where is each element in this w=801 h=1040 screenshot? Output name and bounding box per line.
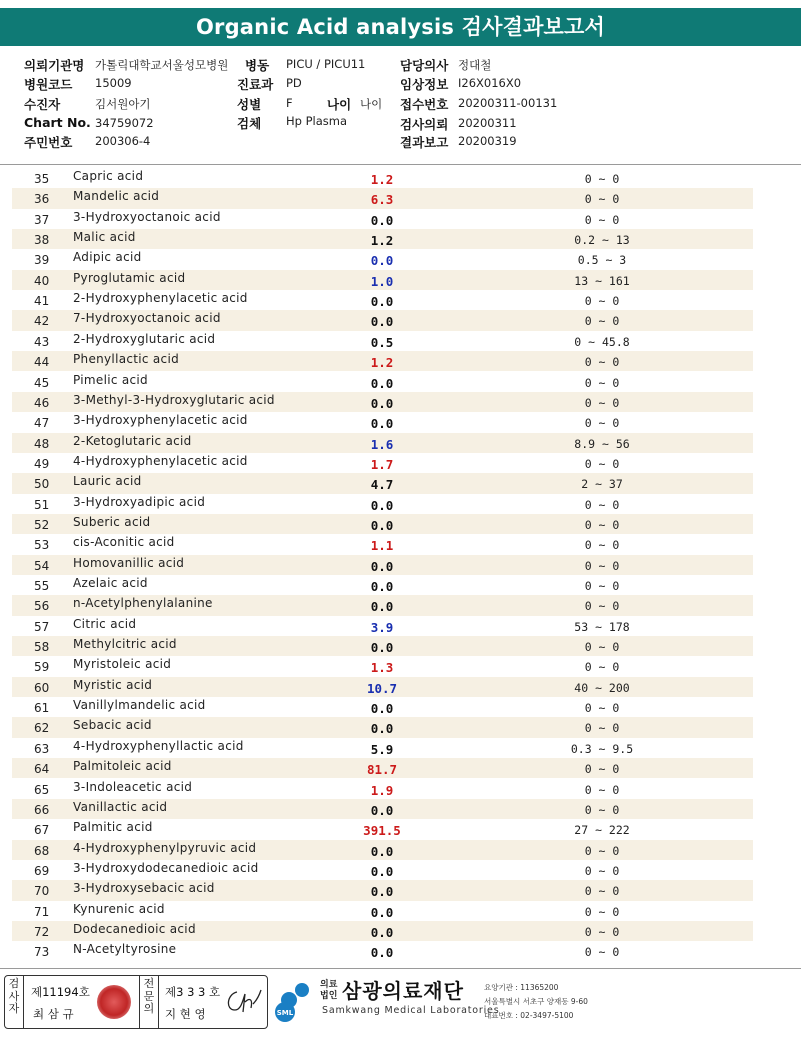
result-value: 1.6: [370, 436, 394, 452]
row-number: 70: [34, 884, 50, 899]
org-address: 서울특별시 서초구 양재동 9-60: [484, 997, 588, 1006]
table-row: [12, 310, 753, 330]
institution-label: 의뢰기관명: [24, 58, 85, 73]
result-value: 4.7: [370, 477, 394, 493]
analyte-name: 3-Indoleacetic acid: [73, 779, 193, 794]
patient-label: 수진자: [24, 97, 61, 112]
analyte-name: 4-Hydroxyphenylpyruvic acid: [73, 840, 257, 855]
table-row: [12, 840, 753, 860]
reference-range: 13 ~ 161: [574, 273, 630, 288]
analyte-name: Homovanillic acid: [73, 555, 185, 570]
request-value: 20200311: [458, 116, 517, 130]
reference-range: 0 ~ 0: [584, 640, 620, 655]
result-value: 0.0: [370, 945, 394, 961]
table-row: [12, 555, 753, 575]
row-number: 37: [34, 212, 50, 227]
table-row: [12, 717, 753, 737]
result-value: 1.2: [370, 172, 394, 187]
analyte-name: Pyroglutamic acid: [73, 270, 186, 285]
reference-range: 0 ~ 0: [584, 416, 620, 431]
row-number: 63: [34, 741, 50, 756]
table-row: [12, 677, 753, 697]
chart-value: 34759072: [95, 116, 154, 130]
analyte-name: 2-Hydroxyglutaric acid: [73, 331, 216, 346]
result-value: 0.0: [370, 802, 394, 818]
reference-range: 0 ~ 0: [584, 721, 620, 736]
table-row: [12, 738, 753, 758]
logo-text: SML: [276, 1009, 294, 1017]
reference-range: 0 ~ 0: [584, 558, 620, 573]
row-number: 60: [34, 680, 50, 695]
examiner-license: 제11194호: [31, 985, 90, 999]
patient-info-panel: [0, 46, 801, 165]
result-value: 5.9: [370, 741, 394, 757]
result-value: 0.0: [370, 904, 394, 920]
result-value: 0.0: [370, 863, 394, 879]
row-number: 41: [34, 294, 50, 309]
analyte-name: Mandelic acid: [73, 189, 160, 204]
analyte-name: Vanillylmandelic acid: [73, 698, 206, 713]
result-value: 0.0: [370, 701, 394, 717]
row-number: 66: [34, 802, 50, 817]
table-row: [12, 779, 753, 799]
table-row: [12, 168, 753, 188]
row-number: 47: [34, 416, 50, 431]
table-row: [12, 799, 753, 819]
analyte-name: Suberic acid: [73, 514, 151, 529]
reference-range: 0 ~ 0: [584, 314, 620, 329]
reference-range: 0 ~ 0: [584, 782, 620, 797]
table-row: [12, 433, 753, 453]
row-number: 35: [34, 172, 50, 186]
table-row: [12, 473, 753, 493]
row-number: 50: [34, 477, 50, 492]
analyte-name: 3-Hydroxydodecanedioic acid: [73, 860, 259, 875]
examiner-title: 검 사 자: [8, 977, 20, 1015]
row-number: 43: [34, 334, 50, 349]
result-value: 0.0: [370, 314, 394, 330]
table-row: [12, 453, 753, 473]
table-row: [12, 595, 753, 615]
analyte-name: 3-Hydroxyoctanoic acid: [73, 209, 221, 224]
analyte-name: Azelaic acid: [73, 576, 148, 590]
result-value: 0.0: [370, 253, 394, 269]
footer-divider: [0, 968, 801, 969]
row-number: 67: [34, 823, 50, 838]
result-value: 6.3: [370, 192, 394, 208]
age-label: 나이: [327, 97, 352, 112]
sml-logo-icon: [272, 978, 318, 1024]
id-value: 200306-4: [95, 134, 151, 148]
row-number: 40: [34, 273, 50, 288]
table-row: [12, 209, 753, 229]
table-row: [12, 229, 753, 249]
row-number: 53: [34, 538, 50, 553]
row-number: 46: [34, 395, 50, 410]
org-type-line-2: 법인: [320, 991, 338, 1001]
result-value: 0.0: [370, 884, 394, 900]
row-number: 56: [34, 599, 50, 614]
report-title: Organic Acid analysis 검사결과보고서: [0, 8, 801, 46]
result-value: 0.0: [370, 416, 394, 432]
analyte-name: n-Acetylphenylalanine: [73, 596, 213, 611]
reference-range: 0 ~ 0: [584, 945, 620, 960]
result-value: 1.3: [370, 660, 394, 676]
reference-range: 0 ~ 0: [584, 802, 620, 817]
table-row: [12, 494, 753, 514]
result-value: 3.9: [370, 619, 394, 635]
result-value: 0.0: [370, 640, 394, 656]
result-value: 0.0: [370, 558, 394, 574]
hospital-code-value: 15009: [95, 76, 132, 90]
analyte-name: Palmitic acid: [73, 820, 153, 835]
analyte-name: Malic acid: [73, 230, 136, 245]
analyte-name: 3-Hydroxysebacic acid: [73, 881, 215, 896]
row-number: 36: [34, 192, 50, 207]
divider: [23, 976, 24, 1028]
reference-range: 0 ~ 0: [584, 660, 620, 675]
analyte-name: 4-Hydroxyphenylacetic acid: [73, 453, 248, 468]
table-row: [12, 616, 753, 636]
result-value: 0.0: [370, 579, 394, 594]
analyte-name: cis-Aconitic acid: [73, 535, 175, 550]
doctor-value: 정대철: [458, 58, 492, 72]
row-number: 59: [34, 660, 50, 675]
reference-range: 53 ~ 178: [574, 619, 630, 634]
result-value: 0.0: [370, 395, 394, 411]
row-number: 48: [34, 436, 50, 451]
analyte-name: 3-Methyl-3-Hydroxyglutaric acid: [73, 392, 275, 407]
analyte-name: Capric acid: [73, 169, 144, 183]
dept-label: 진료과: [237, 77, 274, 92]
reference-range: 0 ~ 0: [584, 599, 620, 614]
table-row: [12, 372, 753, 392]
row-number: 54: [34, 558, 50, 573]
id-label: 주민번호: [24, 135, 73, 150]
row-number: 45: [34, 375, 50, 390]
row-number: 64: [34, 762, 50, 777]
analyte-name: Kynurenic acid: [73, 901, 165, 916]
org-english-name: Samkwang Medical Laboratories: [322, 1005, 500, 1016]
examiner-name: 최 삼 규: [33, 1007, 74, 1021]
row-number: 73: [34, 945, 50, 960]
result-value: 1.2: [370, 355, 394, 371]
specialist-title: 전 문 의: [143, 977, 155, 1015]
table-row: [12, 880, 753, 900]
table-row: [12, 575, 753, 595]
table-row: [12, 290, 753, 310]
table-row: [12, 514, 753, 534]
analyte-name: Lauric acid: [73, 474, 142, 489]
result-value: 1.2: [370, 233, 394, 249]
reference-range: 0 ~ 0: [584, 863, 620, 878]
reference-range: 40 ~ 200: [574, 680, 630, 695]
reference-range: 2 ~ 37: [581, 477, 623, 492]
row-number: 72: [34, 924, 50, 939]
result-value: 1.7: [370, 456, 394, 472]
result-value: 1.0: [370, 273, 394, 289]
analyte-name: Methylcitric acid: [73, 637, 177, 652]
analyte-name: Myristoleic acid: [73, 657, 172, 672]
reference-range: 0 ~ 0: [584, 762, 620, 777]
hospital-code-label: 병원코드: [24, 77, 73, 92]
signature-icon: [223, 986, 263, 1016]
ward-label: 병동: [245, 58, 270, 73]
institution-value: 가톨릭대학교서울성모병원: [95, 58, 229, 72]
analyte-name: Phenyllactic acid: [73, 352, 180, 367]
specimen-label: 검체: [237, 116, 262, 131]
analyte-name: 3-Hydroxyphenylacetic acid: [73, 413, 248, 428]
reference-range: 0 ~ 0: [584, 517, 620, 532]
result-value: 391.5: [363, 823, 401, 839]
seal-icon: [97, 985, 131, 1019]
reference-range: 0.5 ~ 3: [577, 253, 627, 268]
row-number: 65: [34, 782, 50, 797]
patient-value: 김서원아기: [95, 97, 151, 111]
age-value: 나이: [360, 97, 383, 111]
specimen-value: Hp Plasma: [286, 114, 348, 128]
org-phone: 대표번호 : 02-3497-5100: [484, 1011, 574, 1020]
clinical-info-value: I26X016X0: [458, 76, 522, 90]
row-number: 49: [34, 456, 50, 471]
reference-range: 0 ~ 0: [584, 192, 620, 207]
request-label: 검사의뢰: [400, 117, 449, 132]
result-value: 0.0: [370, 517, 394, 533]
org-code: 요양기관 : 11365200: [484, 983, 559, 992]
analyte-name: 2-Ketoglutaric acid: [73, 433, 192, 448]
reference-range: 0 ~ 0: [584, 538, 620, 553]
row-number: 52: [34, 517, 50, 532]
row-number: 42: [34, 314, 50, 329]
analyte-name: Adipic acid: [73, 250, 142, 265]
result-value: 0.0: [370, 497, 394, 513]
analyte-name: 3-Hydroxyadipic acid: [73, 494, 206, 509]
reference-range: 0.3 ~ 9.5: [570, 741, 634, 756]
result-value: 0.0: [370, 294, 394, 310]
result-value: 0.0: [370, 212, 394, 228]
row-number: 62: [34, 721, 50, 736]
reference-range: 0 ~ 0: [584, 884, 620, 899]
analyte-name: 4-Hydroxyphenyllactic acid: [73, 738, 244, 753]
dept-value: PD: [286, 76, 302, 90]
table-row: [12, 188, 753, 208]
reference-range: 0 ~ 0: [584, 843, 620, 858]
accession-value: 20200311-00131: [458, 96, 558, 110]
table-row: [12, 351, 753, 371]
result-value: 81.7: [366, 762, 398, 778]
table-row: [12, 901, 753, 921]
table-row: [12, 331, 753, 351]
reference-range: 0 ~ 0: [584, 904, 620, 919]
row-number: 57: [34, 619, 50, 634]
table-row: [12, 636, 753, 656]
reference-range: 0.2 ~ 13: [574, 233, 630, 248]
sex-label: 성별: [237, 97, 262, 112]
analyte-name: 2-Hydroxyphenylacetic acid: [73, 291, 248, 306]
report-date-value: 20200319: [458, 134, 517, 148]
row-number: 69: [34, 863, 50, 878]
reference-range: 27 ~ 222: [574, 823, 630, 838]
ward-value: PICU / PICU11: [286, 57, 366, 71]
reference-range: 0 ~ 0: [584, 497, 620, 512]
result-value: 0.0: [370, 924, 394, 940]
row-number: 51: [34, 497, 50, 512]
sex-value: F: [286, 96, 293, 110]
table-row: [12, 941, 753, 961]
row-number: 61: [34, 701, 50, 716]
analyte-name: Dodecanedioic acid: [73, 921, 196, 936]
reference-range: 8.9 ~ 56: [574, 436, 630, 451]
result-value: 0.5: [370, 334, 394, 350]
analyte-name: Citric acid: [73, 616, 137, 631]
table-row: [12, 249, 753, 269]
divider: [158, 976, 159, 1028]
table-row: [12, 921, 753, 941]
result-value: 0.0: [370, 375, 394, 391]
table-row: [12, 270, 753, 290]
reference-range: 0 ~ 0: [584, 924, 620, 939]
reference-range: 0 ~ 0: [584, 579, 620, 593]
signature-box: [4, 975, 268, 1029]
result-value: 0.0: [370, 721, 394, 737]
reference-range: 0 ~ 0: [584, 355, 620, 370]
chart-label: Chart No.: [24, 115, 91, 130]
reference-range: 0 ~ 0: [584, 456, 620, 471]
result-value: 10.7: [366, 680, 398, 696]
doctor-label: 담당의사: [400, 58, 449, 73]
row-number: 71: [34, 904, 50, 919]
analyte-name: 7-Hydroxyoctanoic acid: [73, 311, 221, 326]
analyte-name: Vanillactic acid: [73, 799, 168, 814]
specialist-license: 제3 3 3 호: [165, 985, 221, 999]
specialist-name: 지 현 영: [165, 1007, 206, 1021]
row-number: 38: [34, 233, 50, 248]
table-row: [12, 656, 753, 676]
report-date-label: 결과보고: [400, 135, 449, 150]
table-row: [12, 758, 753, 778]
row-number: 39: [34, 253, 50, 268]
row-number: 44: [34, 355, 50, 370]
analyte-name: Sebacic acid: [73, 718, 152, 733]
reference-range: 0 ~ 0: [584, 395, 620, 410]
table-row: [12, 697, 753, 717]
table-row: [12, 412, 753, 432]
reference-range: 0 ~ 0: [584, 294, 620, 309]
accession-label: 접수번호: [400, 97, 449, 112]
result-value: 1.9: [370, 782, 394, 798]
clinical-info-label: 임상정보: [400, 77, 449, 92]
org-name: 삼광의료재단: [342, 979, 464, 1003]
table-row: [12, 534, 753, 554]
row-number: 58: [34, 640, 50, 655]
row-number: 68: [34, 843, 50, 858]
reference-range: 0 ~ 0: [584, 375, 620, 390]
analyte-name: Pimelic acid: [73, 372, 148, 387]
reference-range: 0 ~ 45.8: [574, 334, 630, 349]
result-value: 1.1: [370, 538, 394, 554]
analyte-name: Palmitoleic acid: [73, 759, 172, 774]
org-type-line-1: 의료: [320, 980, 338, 990]
table-row: [12, 860, 753, 880]
reference-range: 0 ~ 0: [584, 172, 620, 186]
result-value: 0.0: [370, 843, 394, 859]
row-number: 55: [34, 579, 50, 593]
table-row: [12, 392, 753, 412]
org-type: [320, 980, 337, 1002]
analyte-name: Myristic acid: [73, 677, 153, 692]
analyte-name: N-Acetyltyrosine: [73, 942, 177, 957]
reference-range: 0 ~ 0: [584, 212, 620, 227]
reference-range: 0 ~ 0: [584, 701, 620, 716]
result-value: 0.0: [370, 599, 394, 615]
table-row: [12, 819, 753, 839]
